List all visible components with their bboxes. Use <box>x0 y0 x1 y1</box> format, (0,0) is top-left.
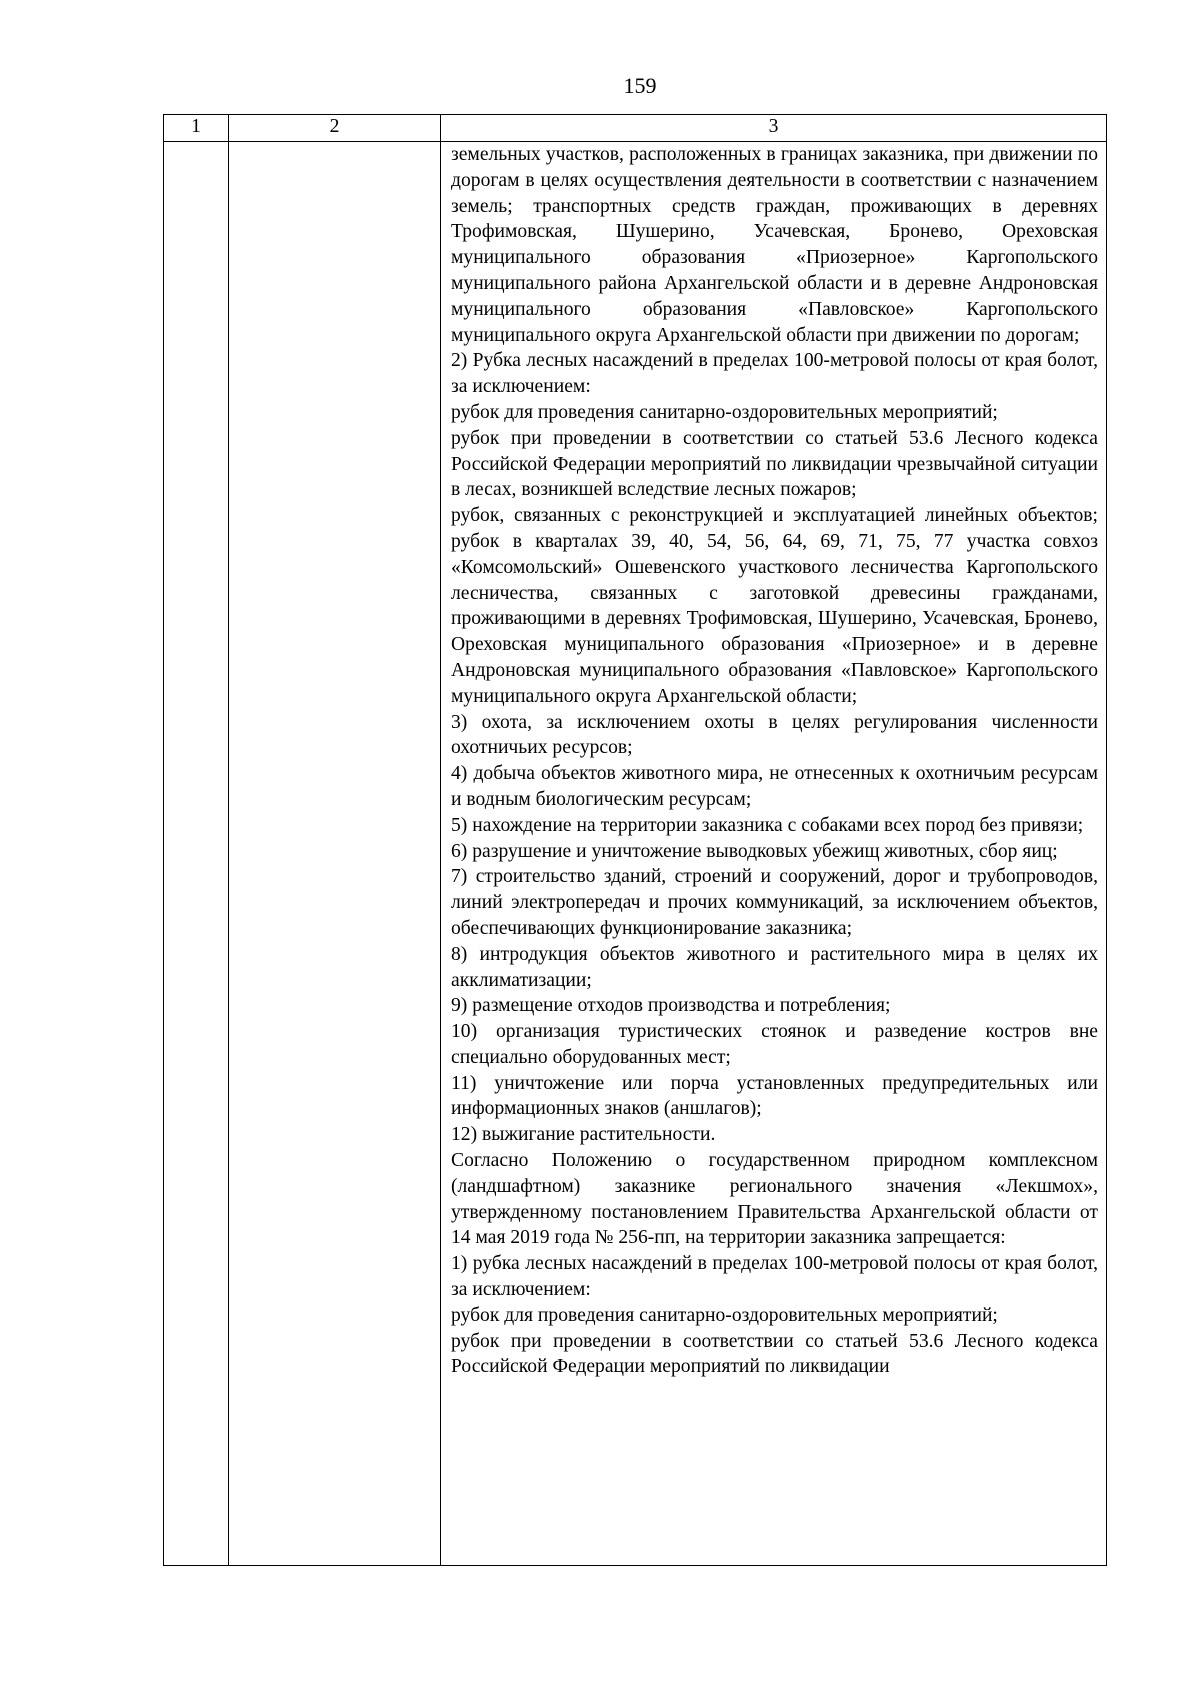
paragraph: рубок, связанных с реконструкцией и эксплуатацией линейных объектов; рубок в кварталах 39, 40, 54, 56, 64, 69, 71, 75, 77 участка совхоз «Комсомольский» Ошевенского участкового лесничества Каргопольского лесничества, связанных с заготовкой древесины гражданами, проживающими в деревнях Трофимовская, Шушерино, Усачевская, Бронево, Ореховская муниципального образования «Приозерное» и в деревне Андроновская муниципального образования «Павловское» Каргопольского муниципального округа Архангельской области; <box>451 505 1098 707</box>
column-3-text <box>441 142 1106 1380</box>
paragraph: земельных участков, расположенных в границах заказника, при движении по дорогам в целях осуществления деятельности в соответствии с назначением земель; транспортных средств граждан, проживающих в деревнях Трофимовская, Шушерино, Усачевская, Бронево, Ореховская муниципального образования «Приозерное» Каргопольского муниципального района Архангельской области и в деревне Андроновская муниципального образования «Павловское» Каргопольского муниципального округа Архангельской области при движении по дорогам; <box>451 144 1098 346</box>
paragraph: 8) интродукция объектов животного и растительного мира в целях их акклиматизации; <box>451 943 1098 991</box>
page-number: 159 <box>623 73 657 98</box>
paragraph: 1) рубка лесных насаждений в пределах 100-метровой полосы от края болот, за исключением: <box>451 1253 1098 1301</box>
paragraph: Согласно Положению о государственном природном комплексном (ландшафтном) заказнике регионального значения «Лекшмох», утвержденному постановлением Правительства Архангельской области от 14 мая 2019 года № 256-пп, на территории заказника запрещается: <box>451 1150 1098 1249</box>
paragraph: 4) добыча объектов животного мира, не отнесенных к охотничьим ресурсам и водным биологическим ресурсам; <box>451 763 1098 810</box>
table-header-row <box>164 115 1107 142</box>
paragraph: 5) нахождение на территории заказника с собаками всех пород без привязи; <box>451 814 1084 836</box>
column-1-cell <box>164 142 229 1566</box>
column-header-2: 2 <box>229 115 441 142</box>
paragraph: 12) выжигание растительности. <box>451 1124 716 1146</box>
column-2-cell <box>229 142 441 1566</box>
paragraph: 6) разрушение и уничтожение выводковых убежищ животных, сбор яиц; <box>451 840 1058 862</box>
paragraph: 10) организация туристических стоянок и разведение костров вне специально оборудованных мест; <box>451 1021 1098 1068</box>
paragraph: рубок при проведении в соответствии со статьей 53.6 Лесного кодекса Российской Федерации мероприятий по ликвидации <box>451 1330 1098 1378</box>
paragraph: 7) строительство зданий, строений и сооружений, дорог и трубопроводов, линий электропередач и прочих коммуникаций, за исключением объектов, обеспечивающих функционирование заказника; <box>451 866 1098 939</box>
paragraph: 3) охота, за исключением охоты в целях регулирования численности охотничьих ресурсов; <box>451 711 1098 759</box>
paragraph: рубок для проведения санитарно-оздоровительных мероприятий; <box>451 1304 998 1326</box>
document-table <box>163 114 1107 1566</box>
column-header-3: 3 <box>441 115 1107 142</box>
paragraph: 11) уничтожение или порча установленных предупредительных или информационных знаков (аншлагов); <box>451 1072 1098 1120</box>
column-3-cell <box>441 142 1107 1566</box>
paragraph: 9) размещение отходов производства и потребления; <box>451 995 891 1017</box>
paragraph: рубок для проведения санитарно-оздоровительных мероприятий; <box>451 401 998 423</box>
column-header-1: 1 <box>164 115 229 142</box>
paragraph: 2) Рубка лесных насаждений в пределах 100-метровой полосы от края болот, за исключением: <box>451 350 1098 398</box>
table-row <box>164 142 1107 1566</box>
paragraph: рубок при проведении в соответствии со статьей 53.6 Лесного кодекса Российской Федерации мероприятий по ликвидации чрезвычайной ситуации в лесах, возникшей вследствие лесных пожаров; <box>451 427 1098 501</box>
